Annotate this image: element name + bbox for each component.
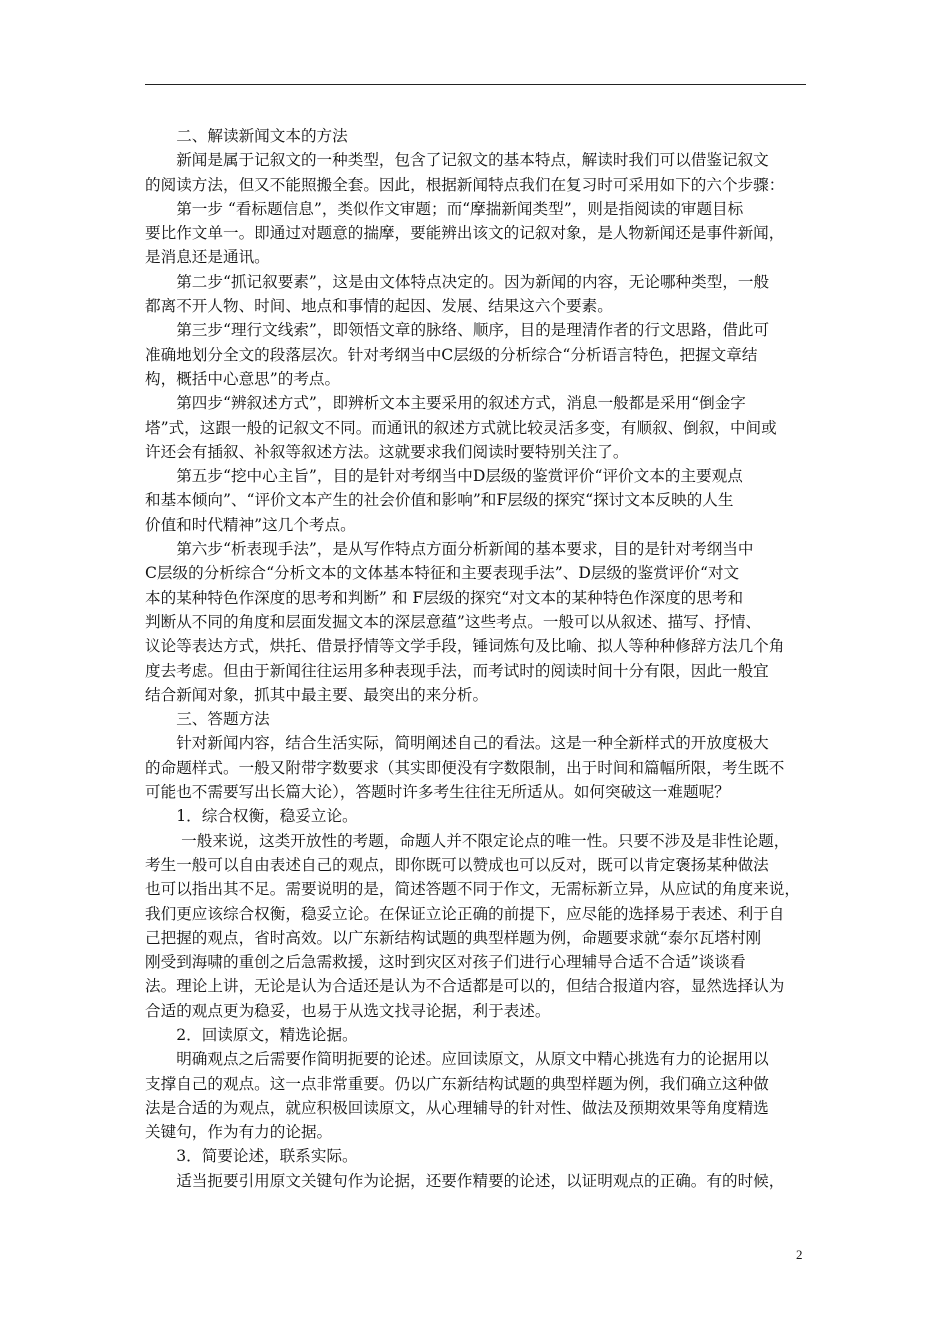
text-line: 一般来说，这类开放性的考题，命题人并不限定论点的唯一性。只要不涉及是非性论题， [145, 831, 790, 850]
page-number: 2 [796, 1247, 803, 1262]
text-line: 塔”式，这跟一般的记叙文不同。而通讯的叙述方式就比较灵活多变，有顺叙、倒叙，中间或 [145, 418, 777, 437]
text-line: 第六步“析表现手法”，是从写作特点方面分析新闻的基本要求，目的是针对考纲当中 [145, 540, 754, 559]
text-line: 法。理论上讲，无论是认为合适还是认为不合适都是可以的，但结合报道内容，显然选择认为 [145, 977, 785, 996]
text-line: 考生一般可以自由表述自己的观点，即你既可以赞成也可以反对，既可以肯定褒扬某种做法 [145, 855, 769, 874]
text-line: 和基本倾向”、“评价文本产生的社会价值和影响”和F层级的探究“探讨文本反映的人生 [145, 491, 734, 510]
text-line: 我们更应该综合权衡，稳妥立论。在保证立论正确的前提下，应尽能的选择易于表述、利于自 [145, 904, 785, 923]
text-line: 可能也不需要写出长篇大论），答题时许多考生往往无所适从。如何突破这一难题呢？ [145, 783, 730, 802]
text-line: 价值和时代精神”这几个考点。 [145, 515, 356, 534]
text-line: 议论等表达方式，烘托、借景抒情等文学手段，锤词炼句及比喻、拟人等种种修辞方法几个角 [145, 637, 785, 656]
text-line: 2．回读原文，精选论据。 [145, 1025, 358, 1044]
text-line: 判断从不同的角度和层面发掘文本的深层意蕴”这些考点。一般可以从叙述、描写、抒情、 [145, 612, 762, 631]
text-line: 本的某种特色作深度的思考和判断” 和 F层级的探究“对文本的某种特色作深度的思考和 [145, 588, 744, 607]
text-line: 三、答题方法 [145, 710, 270, 729]
text-line: 都离不开人物、时间、地点和事情的起因、发展、结果这六个要素。 [145, 297, 613, 316]
text-line: 明确观点之后需要作简明扼要的论述。应回读原文，从原文中精心挑选有力的论据用以 [145, 1050, 769, 1069]
text-line: C层级的分析综合“分析文本的文体基本特征和主要表现手法”、D层级的鉴赏评价“对文 [145, 564, 740, 583]
text-line: 刚受到海啸的重创之后急需救援，这时到灾区对孩子们进行心理辅导合适不合适”谈谈看 [145, 953, 746, 972]
text-line: 1．综合权衡，稳妥立论。 [145, 807, 358, 826]
text-line: 的命题样式。一般又附带字数要求（其实即便没有字数限制，出于时间和篇幅所限，考生既不 [145, 758, 785, 777]
text-line: 第一步 “看标题信息”，类似作文审题；而“摩揣新闻类型”，则是指阅读的审题目标 [145, 199, 744, 218]
text-line: 结合新闻对象，抓其中最主要、最突出的来分析。 [145, 685, 489, 704]
text-line: 也可以指出其不足。需要说明的是，简述答题不同于作文，无需标新立异，从应试的角度来说， [145, 880, 800, 899]
text-line: 合适的观点更为稳妥，也易于从选文找寻论据，利于表述。 [145, 1001, 551, 1020]
text-line: 二、解读新闻文本的方法 [145, 127, 348, 145]
document-body [145, 124, 809, 1193]
text-line: 针对新闻内容，结合生活实际，简明阐述自己的看法。这是一种全新样式的开放度极大 [145, 734, 769, 753]
text-line: 3．简要论述，联系实际。 [145, 1147, 358, 1166]
text-line: 度去考虑。但由于新闻往往运用多种表现手法，而考试时的阅读时间十分有限，因此一般宜 [145, 661, 769, 680]
text-line: 准确地划分全文的段落层次。针对考纲当中C层级的分析综合“分析语言特色，把握文章结 [145, 345, 758, 364]
text-line: 是消息还是通讯。 [145, 248, 270, 267]
text-line: 第二步“抓记叙要素”，这是由文体特点决定的。因为新闻的内容，无论哪种类型，一般 [145, 272, 770, 291]
text-line: 许还会有插叙、补叙等叙述方法。这就要求我们阅读时要特别关注了。 [145, 442, 629, 461]
text-line: 第四步“辨叙述方式”，即辨析文本主要采用的叙述方式，消息一般都是采用“倒金字 [145, 394, 746, 413]
text-line: 的阅读方法，但又不能照搬全套。因此，根据新闻特点我们在复习时可采用如下的六个步骤： [145, 175, 785, 194]
text-line: 法是合适的为观点，就应积极回读原文，从心理辅导的针对性、做法及预期效果等角度精选 [145, 1098, 769, 1117]
text-line: 构，概括中心意思”的考点。 [145, 369, 341, 388]
text-line: 己把握的观点，省时高效。以广东新结构试题的典型样题为例，命题要求就“泰尔瓦塔村刚 [145, 928, 762, 947]
header-rule [145, 84, 806, 85]
text-line: 新闻是属于记叙文的一种类型，包含了记叙文的基本特点，解读时我们可以借鉴记叙文 [145, 151, 769, 170]
text-line: 要比作文单一。即通过对题意的揣摩，要能辨出该文的记叙对象，是人物新闻还是事件新闻， [145, 224, 785, 243]
text-line: 第三步“理行文线索”，即领悟文章的脉络、顺序，目的是理清作者的行文思路，借此可 [145, 321, 770, 340]
text-line: 关键句，作为有力的论据。 [145, 1123, 333, 1142]
text-line: 第五步“挖中心主旨”，目的是针对考纲当中D层级的鉴赏评价“评价文本的主要观点 [145, 467, 743, 486]
text-line: 适当扼要引用原文关键句作为论据，还要作精要的论述，以证明观点的正确。有的时候， [145, 1171, 785, 1190]
text-line: 支撑自己的观点。这一点非常重要。仍以广东新结构试题的典型样题为例，我们确立这种做 [145, 1074, 769, 1093]
